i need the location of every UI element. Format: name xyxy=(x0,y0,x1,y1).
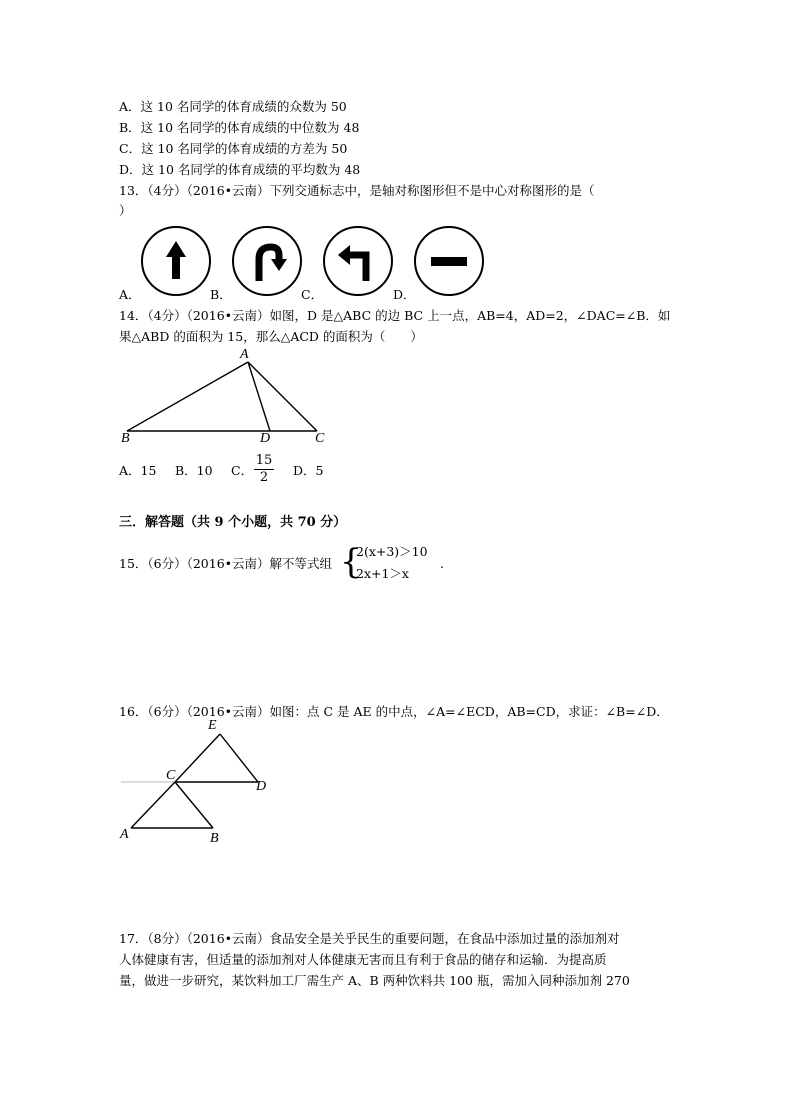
q14-option-c-fraction xyxy=(254,453,274,486)
q15-inequality-1: 2(x+3)＞10 xyxy=(356,544,428,559)
u-turn-arrow-icon xyxy=(231,225,303,297)
q14-stem-line1: 14．（4分）（2016•云南）如图，D 是△ABC 的边 BC 上一点，AB=4，AD=2，∠DAC=∠B．如 xyxy=(119,308,671,323)
q17-line3: 量，做进一步研究，某饮料加工厂需生产 A、B 两种饮料共 100 瓶，需加入同种添加剂 270 xyxy=(119,973,630,988)
q13-label-d: D． xyxy=(393,287,416,302)
q14-triangle-figure xyxy=(115,345,335,450)
q14-stem-line2: 果△ABD 的面积为 15，那么△ACD 的面积为（ ） xyxy=(119,329,423,344)
q13-label-c: C． xyxy=(301,287,324,302)
q16-point-c: C xyxy=(166,768,176,783)
fraction-denominator: 2 xyxy=(254,469,274,486)
q17-line1: 17．（8分）（2016•云南）食品安全是关乎民生的重要问题，在食品中添加过量的添加剂对 xyxy=(119,931,620,946)
no-entry-bar-icon xyxy=(413,225,485,297)
q14-point-c: C xyxy=(315,431,325,446)
q16-point-e: E xyxy=(208,718,217,733)
q13-stem-line2: ） xyxy=(119,203,132,218)
q15-stem: 15．（6分）（2016•云南）解不等式组 xyxy=(119,556,333,571)
q14-option-d: D．5 xyxy=(293,463,324,478)
q16-stem: 16．（6分）（2016•云南）如图：点 C 是 AE 的中点，∠A=∠ECD，AB=CD，求证：∠B=∠D． xyxy=(119,704,669,719)
q16-point-a: A xyxy=(120,827,129,842)
q13-stem-line1: 13．（4分）（2016•云南）下列交通标志中，是轴对称图形但不是中心对称图形的是（ xyxy=(119,183,595,198)
inequality-brace: { xyxy=(340,542,362,582)
q12-option-d: D．这 10 名同学的体育成绩的平均数为 48 xyxy=(119,162,361,177)
q14-point-d: D xyxy=(260,431,271,446)
q15-inequality-2: 2x+1＞x xyxy=(356,566,409,581)
q12-option-a: A．这 10 名同学的体育成绩的众数为 50 xyxy=(119,99,347,114)
q16-triangles-figure xyxy=(118,720,278,850)
q14-option-a: A．15 xyxy=(119,463,157,478)
q15-end-period: . xyxy=(440,556,444,571)
q13-label-b: B． xyxy=(210,287,232,302)
q14-point-a: A xyxy=(240,347,249,362)
left-turn-arrow-icon xyxy=(322,225,394,297)
q12-option-b: B．这 10 名同学的体育成绩的中位数为 48 xyxy=(119,120,360,135)
fraction-numerator: 15 xyxy=(255,453,273,468)
q12-option-c: C．这 10 名同学的体育成绩的方差为 50 xyxy=(119,141,348,156)
q16-point-d: D xyxy=(256,779,267,794)
q14-option-c: C． xyxy=(231,463,254,478)
q13-label-a: A． xyxy=(119,287,141,302)
q14-option-b: B．10 xyxy=(175,463,213,478)
q14-point-b: B xyxy=(121,431,130,446)
section-heading: 三．解答题（共 9 个小题，共 70 分） xyxy=(119,515,347,530)
q16-point-b: B xyxy=(210,831,219,846)
q17-line2: 人体健康有害，但适量的添加剂对人体健康无害而且有利于食品的储存和运输．为提高质 xyxy=(119,952,607,967)
straight-arrow-icon xyxy=(140,225,212,297)
